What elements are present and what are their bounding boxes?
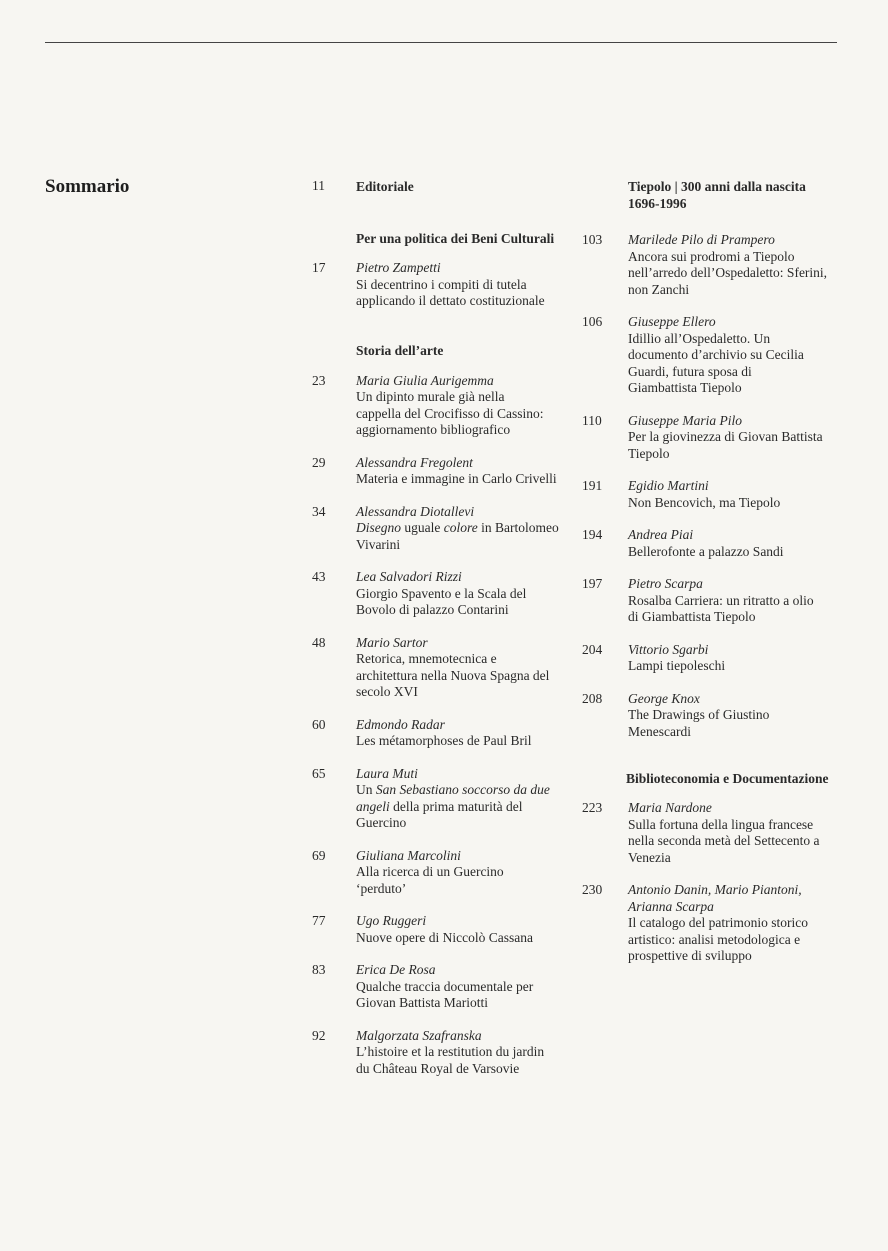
page-number: 92 (312, 1027, 326, 1043)
toc-entry[interactable] (572, 232, 842, 298)
entry-author: Laura Muti (356, 765, 418, 781)
page-number: 23 (312, 372, 326, 388)
entry-title: nell’arredo dell’Ospedaletto: Sferini, (628, 265, 828, 280)
entry-author: Giuliana Marcolini (356, 847, 461, 863)
page-number: 106 (582, 314, 603, 329)
entry-author: Giuseppe Maria Pilo (628, 412, 742, 428)
entry-author: Maria Giulia Aurigemma (356, 372, 494, 388)
section-heading: Per una politica dei Beni Culturali (356, 231, 555, 246)
entry-title: Les métamorphoses de Paul Bril (356, 733, 532, 748)
entry-title: Alla ricerca di un Guercino (356, 864, 504, 879)
page-number: 230 (582, 882, 603, 897)
entry-author: Giuseppe Ellero (628, 314, 716, 329)
entry-title: angeli della prima maturità del (356, 798, 523, 814)
entry-author: Malgorzata Szafranska (356, 1027, 482, 1043)
entry-author: Pietro Scarpa (628, 576, 703, 591)
toc-entry[interactable] (572, 800, 842, 866)
entry-title: Per la giovinezza di Giovan Battista (628, 429, 823, 444)
section-heading: Biblioteconomia e Documentazione (626, 771, 829, 786)
entry-author: Marilede Pilo di Prampero (628, 232, 775, 247)
entry-title: Giovan Battista Mariotti (356, 995, 488, 1010)
entry-title: L’histoire et la restitution du jardin (356, 1044, 545, 1059)
entry-title: Rosalba Carriera: un ritratto a olio (628, 592, 814, 608)
entry-title: Venezia (628, 849, 671, 865)
page-number: 208 (582, 690, 603, 706)
entry-title: di Giambattista Tiepolo (628, 609, 756, 624)
page-number: 77 (312, 913, 326, 928)
page-title: Sommario (45, 176, 130, 197)
entry-title: secolo XVI (356, 684, 418, 699)
entry-title: aggiornamento bibliografico (356, 422, 511, 437)
toc-entry[interactable] (300, 260, 565, 310)
page-number: 194 (582, 527, 603, 542)
entry-title: Bovolo di palazzo Contarini (356, 602, 509, 617)
entry-title: Bellerofonte a palazzo Sandi (628, 543, 784, 559)
toc-entry[interactable] (572, 314, 842, 397)
page-number: 43 (312, 569, 326, 584)
entry-title: Sulla fortuna della lingua francese (628, 816, 814, 832)
entry-title: artistico: analisi metodologica e (628, 931, 801, 947)
entry-title: Retorica, mnemotecnica e (356, 651, 497, 666)
toc-entry[interactable] (572, 478, 842, 511)
entry-title: Nuove opere di Niccolò Cassana (356, 929, 533, 945)
entry-title: Guardi, futura sposa di (628, 363, 752, 379)
toc-entry[interactable] (572, 527, 842, 560)
entry-title: Lampi tiepoleschi (628, 658, 726, 673)
entry-title: prospettive di sviluppo (628, 948, 752, 963)
entry-author: George Knox (628, 690, 700, 706)
page-number: 191 (582, 478, 603, 493)
page-number: 110 (582, 412, 602, 428)
entry-title: Ancora sui prodromi a Tiepolo (628, 248, 795, 264)
toc-entry[interactable] (300, 455, 565, 488)
toc-right-column (572, 178, 842, 965)
page-number: 65 (312, 765, 326, 781)
toc-entry[interactable] (300, 178, 565, 195)
page-number: 204 (582, 641, 603, 657)
entry-author: Antonio Danin, Mario Piantoni, (628, 882, 802, 897)
entry-author: Edmondo Radar (356, 716, 445, 732)
entry-title: Vivarini (356, 536, 401, 552)
page-number: 83 (312, 962, 326, 977)
entry-title: Il catalogo del patrimonio storico (628, 915, 808, 930)
page-number: 17 (312, 260, 326, 275)
entry-title: ‘perduto’ (356, 880, 407, 896)
entry-title: non Zanchi (628, 281, 690, 297)
entry-title: Un dipinto murale già nella (356, 389, 505, 404)
entry-title: Editoriale (356, 179, 414, 194)
entry-author: Alessandra Fregolent (356, 454, 473, 470)
toc-entry[interactable] (300, 1028, 565, 1078)
page-number: 197 (582, 576, 603, 591)
entry-author: Mario Sartor (356, 634, 428, 650)
entry-author: Egidio Martini (628, 478, 709, 493)
toc-entry[interactable] (572, 413, 842, 463)
entry-author: Lea Salvadori Rizzi (356, 569, 462, 584)
entry-title: architettura nella Nuova Spagna del (356, 667, 550, 683)
toc-left-column (300, 178, 565, 1077)
entry-title: The Drawings of Giustino (628, 707, 770, 722)
entry-title: nella seconda metà del Settecento a (628, 833, 820, 848)
page-number: 69 (312, 847, 326, 863)
toc-entry[interactable] (572, 642, 842, 675)
entry-title: Disegno uguale colore in Bartolomeo (356, 520, 559, 535)
page-number: 48 (312, 634, 326, 650)
entry-title: Tiepolo (628, 445, 670, 461)
entry-title: Un San Sebastiano soccorso da due (356, 782, 550, 797)
toc-entry[interactable] (300, 717, 565, 750)
page-number: 60 (312, 716, 326, 732)
entry-title: Giambattista Tiepolo (628, 380, 742, 395)
toc-entry[interactable] (572, 576, 842, 626)
page-number: 103 (582, 232, 603, 247)
toc-entry[interactable] (300, 848, 565, 898)
entry-title: cappella del Crocifisso di Cassino: (356, 405, 544, 421)
entry-author: Vittorio Sgarbi (628, 641, 709, 657)
toc-entry[interactable] (300, 635, 565, 701)
entry-title: du Château Royal de Varsovie (356, 1060, 520, 1076)
entry-title: Non Bencovich, ma Tiepolo (628, 494, 781, 510)
toc-entry[interactable] (572, 882, 842, 965)
toc-entry[interactable] (300, 962, 565, 1012)
entry-title: Giorgio Spavento e la Scala del (356, 585, 527, 601)
toc-entry[interactable] (300, 766, 565, 832)
entry-title: Materia e immagine in Carlo Crivelli (356, 471, 557, 486)
toc-entry[interactable] (572, 691, 842, 741)
entry-title: Guercino (356, 815, 407, 830)
entry-title: Idillio all’Ospedaletto. Un (628, 330, 771, 346)
entry-title: documento d’archivio su Cecilia (628, 347, 804, 362)
toc-entry[interactable] (300, 504, 565, 554)
top-rule (45, 42, 837, 43)
entry-title: Qualche traccia documentale per (356, 978, 534, 994)
page-number: 34 (312, 503, 326, 519)
toc-entry[interactable] (300, 373, 565, 439)
entry-author: Maria Nardone (628, 800, 712, 815)
entry-author: Arianna Scarpa (628, 898, 714, 914)
entry-author: Ugo Ruggeri (356, 913, 427, 928)
entry-author: Andrea Piai (628, 527, 694, 542)
page-number: 11 (312, 178, 325, 193)
section-heading: Tiepolo | 300 anni dalla nascita 1696-1996 (628, 179, 806, 211)
toc-entry[interactable] (300, 569, 565, 619)
entry-title: Si decentrino i compiti di tutela (356, 276, 527, 292)
entry-title: Menescardi (628, 723, 691, 739)
page-number: 29 (312, 454, 326, 470)
entry-author: Alessandra Diotallevi (356, 503, 475, 519)
entry-author: Pietro Zampetti (356, 260, 441, 275)
entry-author: Erica De Rosa (356, 962, 436, 977)
section-heading: Storia dell’arte (356, 342, 444, 358)
page-number: 223 (582, 800, 603, 815)
toc-entry[interactable] (300, 913, 565, 946)
entry-title: applicando il dettato costituzionale (356, 293, 545, 308)
